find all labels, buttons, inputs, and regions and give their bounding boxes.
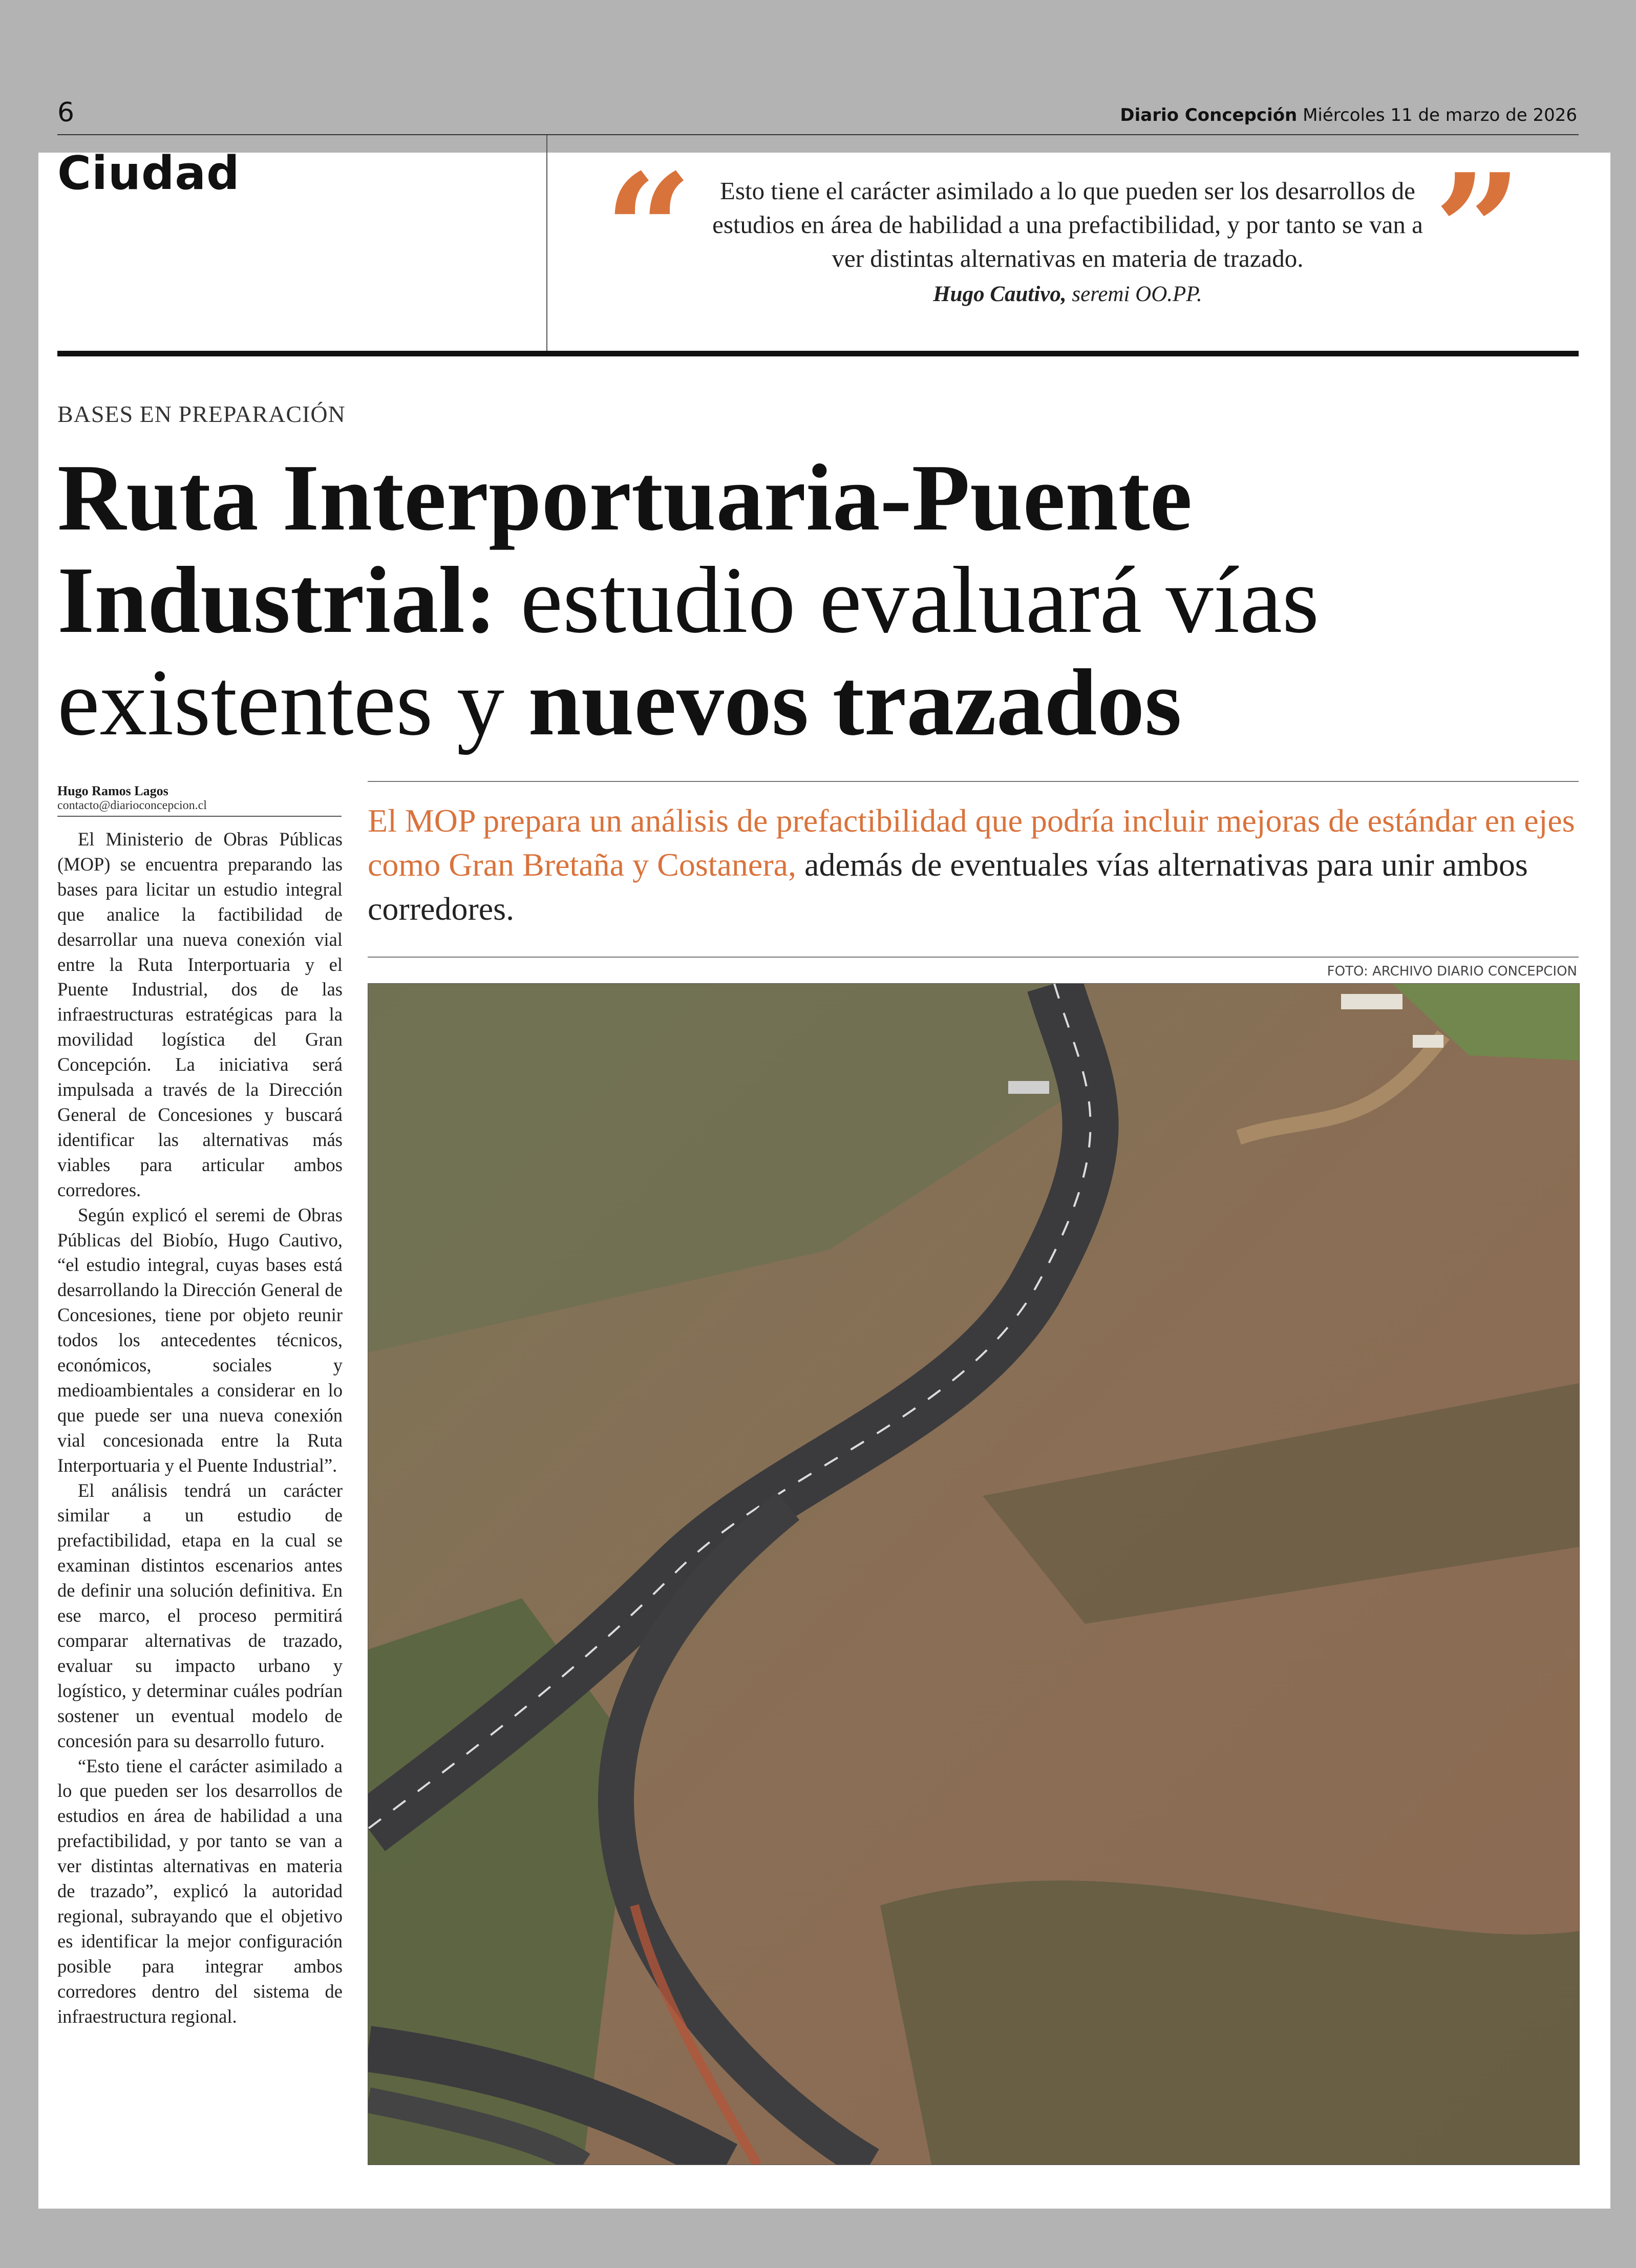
deck-rest: además de eventuales vías alternativas para unir ambos corredores.	[368, 846, 1528, 927]
aerial-highway-photo	[368, 983, 1580, 2165]
open-quote-icon: “	[604, 140, 693, 321]
headline-bold-2: nuevos trazados	[528, 650, 1182, 755]
pull-quote-text: Esto tiene el carácter asimilado a lo que pueden ser los desarrollos de estudios en área de habilidad a una prefactibilidad, y por tanto se van a ver distintas alternativas en materia de trazado.	[712, 177, 1423, 272]
pull-quote	[702, 174, 1434, 311]
deck-highlight: El MOP prepara un análisis de prefactibilidad que podría incluir mejoras de estándar en ejes como Gran Bretaña y Costanera,	[368, 802, 1575, 883]
header-rule	[57, 351, 1579, 356]
article-headline	[57, 447, 1491, 754]
pull-quote-role: seremi OO.PP.	[1072, 282, 1202, 306]
folio-rule	[57, 134, 1579, 135]
aerial-photo-illustration	[368, 984, 1579, 2165]
article-body	[57, 827, 343, 2029]
deck-rule-bottom	[368, 957, 1579, 958]
publication-name: Diario Concepción	[1120, 105, 1298, 125]
masthead	[1120, 105, 1577, 125]
close-quote-icon: ”	[1434, 140, 1522, 321]
byline-email: contacto@diarioconcepcion.cl	[57, 799, 207, 812]
article-deck	[368, 799, 1576, 931]
byline	[57, 783, 342, 817]
body-paragraph: Según explicó el seremi de Obras Públicas del Biobío, Hugo Cautivo, “el estudio integral, cuyas bases está desarrollando la Dirección General de Concesiones, tiene por objeto reunir todos los antecedentes técnicos, económicos, sociales y medioambientales a considerar en lo que puede ser una nueva conexión vial concesionada entre la Ruta Interportuaria y el Puente Industrial”.	[57, 1204, 343, 1476]
pull-quote-author: Hugo Cautivo,	[933, 282, 1067, 306]
section-title: Ciudad	[57, 146, 240, 200]
page-number: 6	[57, 97, 75, 128]
publication-date: Miércoles 11 de marzo de 2026	[1303, 105, 1577, 125]
headline-bold-1: Ruta Interportuaria-Puente Industrial:	[57, 445, 1193, 653]
byline-author: Hugo Ramos Lagos	[57, 783, 168, 798]
body-paragraph: “Esto tiene el carácter asimilado a lo que pueden ser los desarrollos de estudios en área de habilidad a una prefactibilidad, y por tanto se van a ver distintas alternativas en materia de trazado”, explicó la autoridad regional, subrayando que el objetivo es identificar la mejor configuración posible para integrar ambos corredores dentro del sistema de infraestructura regional.	[57, 1755, 343, 2027]
photo-credit: FOTO: ARCHIVO DIARIO CONCEPCION	[1327, 964, 1577, 979]
deck-rule-top	[368, 781, 1579, 782]
headline-regular: estudio evaluará vías existentes y	[57, 547, 1320, 755]
section-divider	[546, 135, 547, 352]
article-kicker: BASES EN PREPARACIÓN	[57, 401, 346, 427]
pull-quote-attribution	[702, 278, 1434, 311]
body-paragraph: El Ministerio de Obras Públicas (MOP) se encuentra preparando las bases para licitar un estudio integral que analice la factibilidad de desarrollar una nueva conexión vial entre la Ruta Interportuaria y el Puente Industrial, dos de las infraestructuras estratégicas para la movilidad logística del Gran Concepción. La iniciativa será impulsada a través de la Dirección General de Concesiones y buscará identificar las alternativas más viables para articular ambos corredores.	[57, 829, 343, 1200]
body-paragraph: El análisis tendrá un carácter similar a un estudio de prefactibilidad, etapa en la cual se examinan distintos escenarios antes de definir una solución definitiva. En ese marco, el proceso permitirá comparar alternativas de trazado, evaluar su impacto urbano y logístico, y determinar cuáles podrían sostener un eventual modelo de concesión para su desarrollo futuro.	[57, 1479, 343, 1751]
